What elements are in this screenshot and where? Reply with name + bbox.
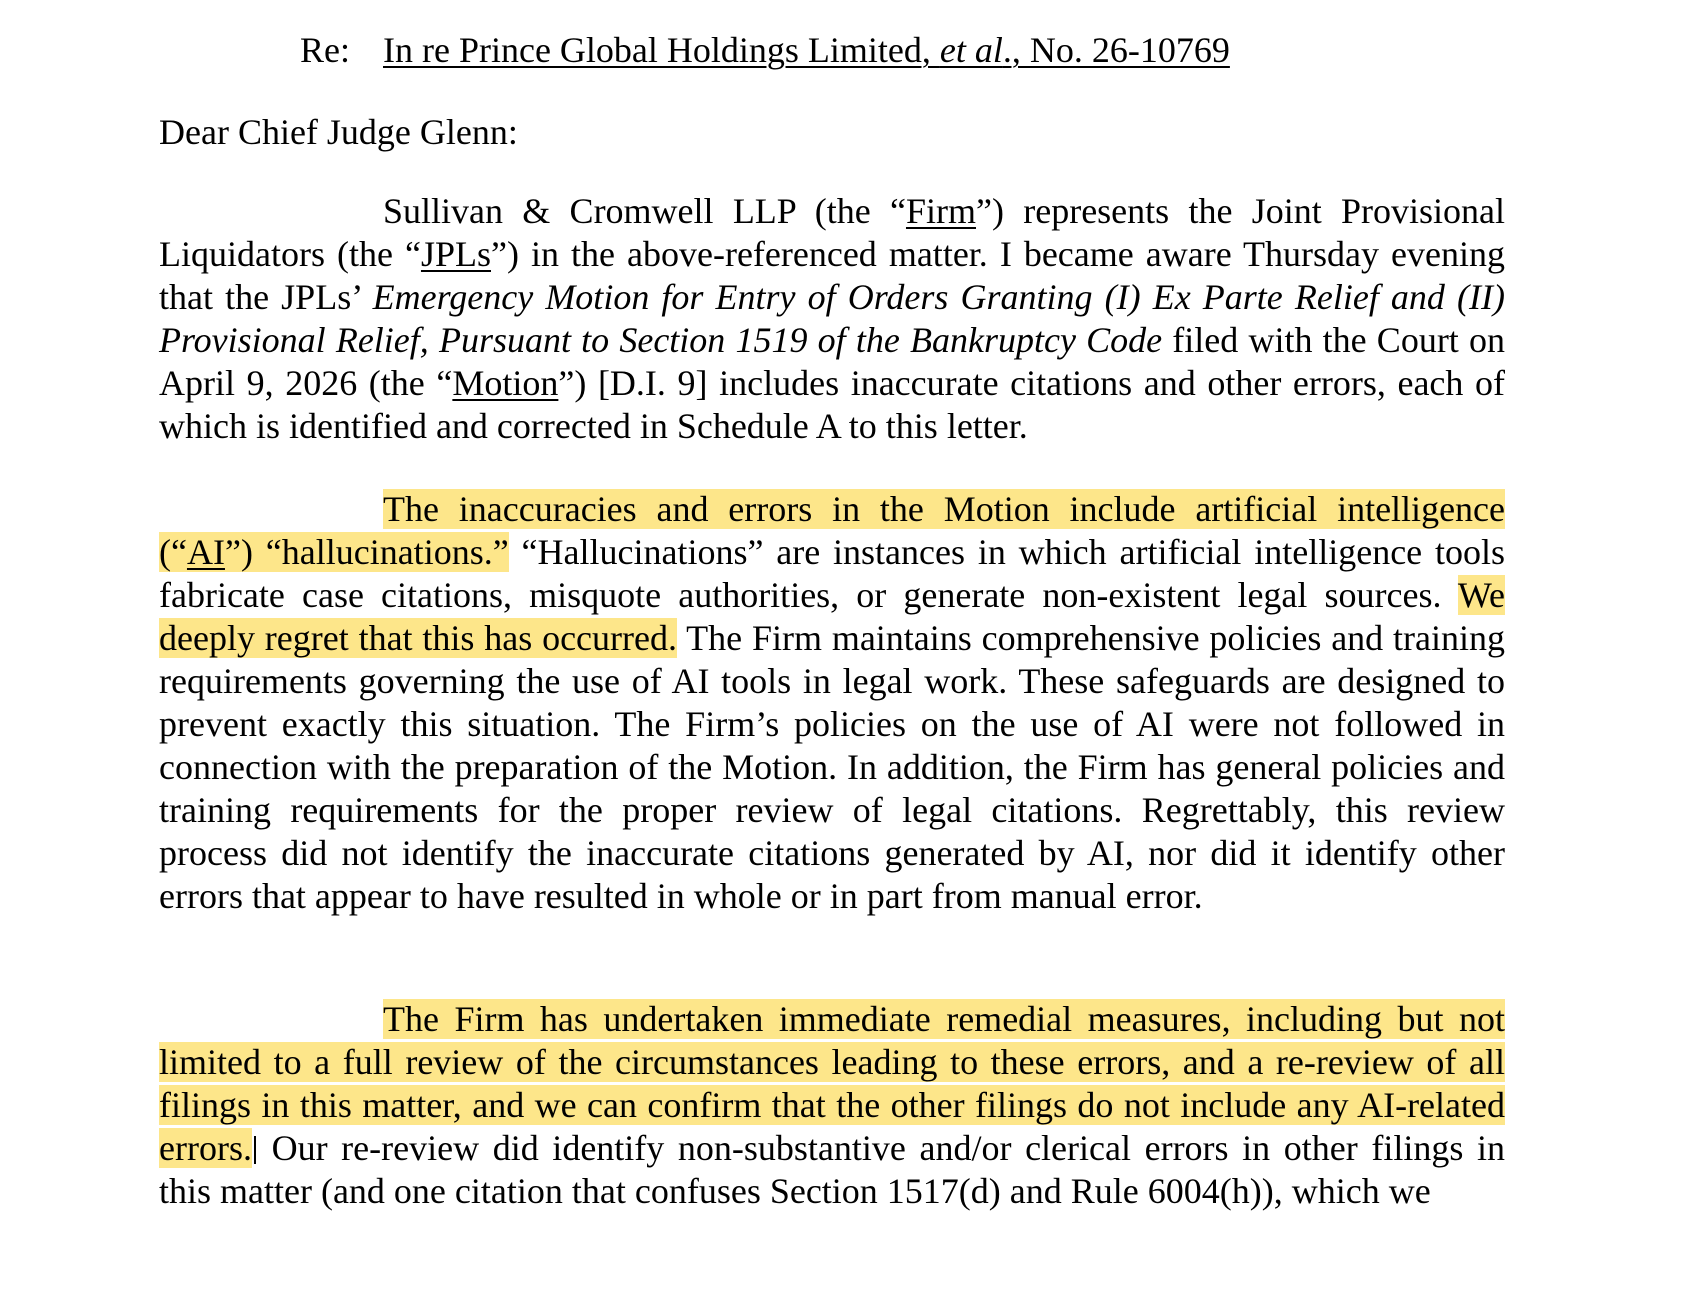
p1-text-2: ”) represents the Joint Provisional Liquidators (the “ — [159, 191, 1505, 274]
re-subject-case-number: ., No. 26-10769 — [1002, 30, 1230, 70]
p1-text-5: ”) [D.I. 9] includes inaccurate citations and other errors, each of which is identified and corrected in Schedule A to this letter. — [159, 363, 1505, 446]
paragraph-ai-hallucinations — [159, 488, 1505, 918]
highlight-regret: We deeply regret that this has occurred. — [159, 575, 1505, 658]
p2-text-2: The Firm maintains comprehensive policies and training requirements governing the use of AI tools in legal work. These safeguards are designed to prevent exactly this situation. The Firm’s policies on the use of AI were not followed in connection with the preparation of the Motion. In addition, the Firm has general policies and training requirements for the proper review of legal citations. Regrettably, this review process did not identify the inaccurate citations generated by AI, nor did it identify other errors that appear to have resulted in whole or in part from manual error. — [159, 618, 1505, 916]
p1-text-3: ”) in the above-referenced matter. I became aware Thursday evening that the JPLs’ — [159, 234, 1505, 317]
defined-term-jpls: JPLs — [420, 234, 491, 274]
highlight-hallucinations: ”) “hallucinations.” — [224, 532, 509, 572]
re-label: Re: — [300, 30, 350, 70]
defined-term-motion: Motion — [452, 363, 559, 403]
paragraph-firm-representation — [159, 190, 1505, 448]
re-subject-et-al: et al — [939, 30, 1003, 70]
highlight-remedial-measures: The Firm has undertaken immediate remedial measures, including but not limited to a full review of the circumstances leading to these errors, and a re-review of all filings in this matter, and we can confirm that the other filings do not include any AI-related errors. — [159, 999, 1505, 1168]
p3-text-1: Our re-review did identify non-substantive and/or clerical errors in other filings in this matter (and one citation that confuses Section 1517(d) and Rule 6004(h)), which we — [159, 1128, 1505, 1211]
p1-text-1: Sullivan & Cromwell LLP (the “ — [383, 191, 906, 231]
highlight-ai-intro: The inaccuracies and errors in the Motion include artificial intelligence (“ — [159, 489, 1505, 572]
defined-term-ai: AI — [186, 532, 225, 572]
paragraph-remedial-measures — [159, 998, 1505, 1213]
re-line — [300, 26, 1230, 74]
salutation: Dear Chief Judge Glenn: — [159, 112, 518, 152]
p1-text-4: filed with the Court on April 9, 2026 (the “ — [159, 320, 1505, 403]
re-subject-case-name: In re Prince Global Holdings Limited, — [383, 30, 940, 70]
defined-term-firm: Firm — [905, 191, 976, 231]
p2-text-1: “Hallucinations” are instances in which artificial intelligence tools fabricate case citations, misquote authorities, or generate non-existent legal sources. — [159, 532, 1505, 615]
motion-title: Emergency Motion for Entry of Orders Granting (I) Ex Parte Relief and (II) Provisional Relief, Pursuant to Section 1519 of the Bankruptcy Code — [159, 277, 1505, 360]
text-cursor — [254, 1136, 256, 1164]
re-subject — [383, 30, 1230, 70]
